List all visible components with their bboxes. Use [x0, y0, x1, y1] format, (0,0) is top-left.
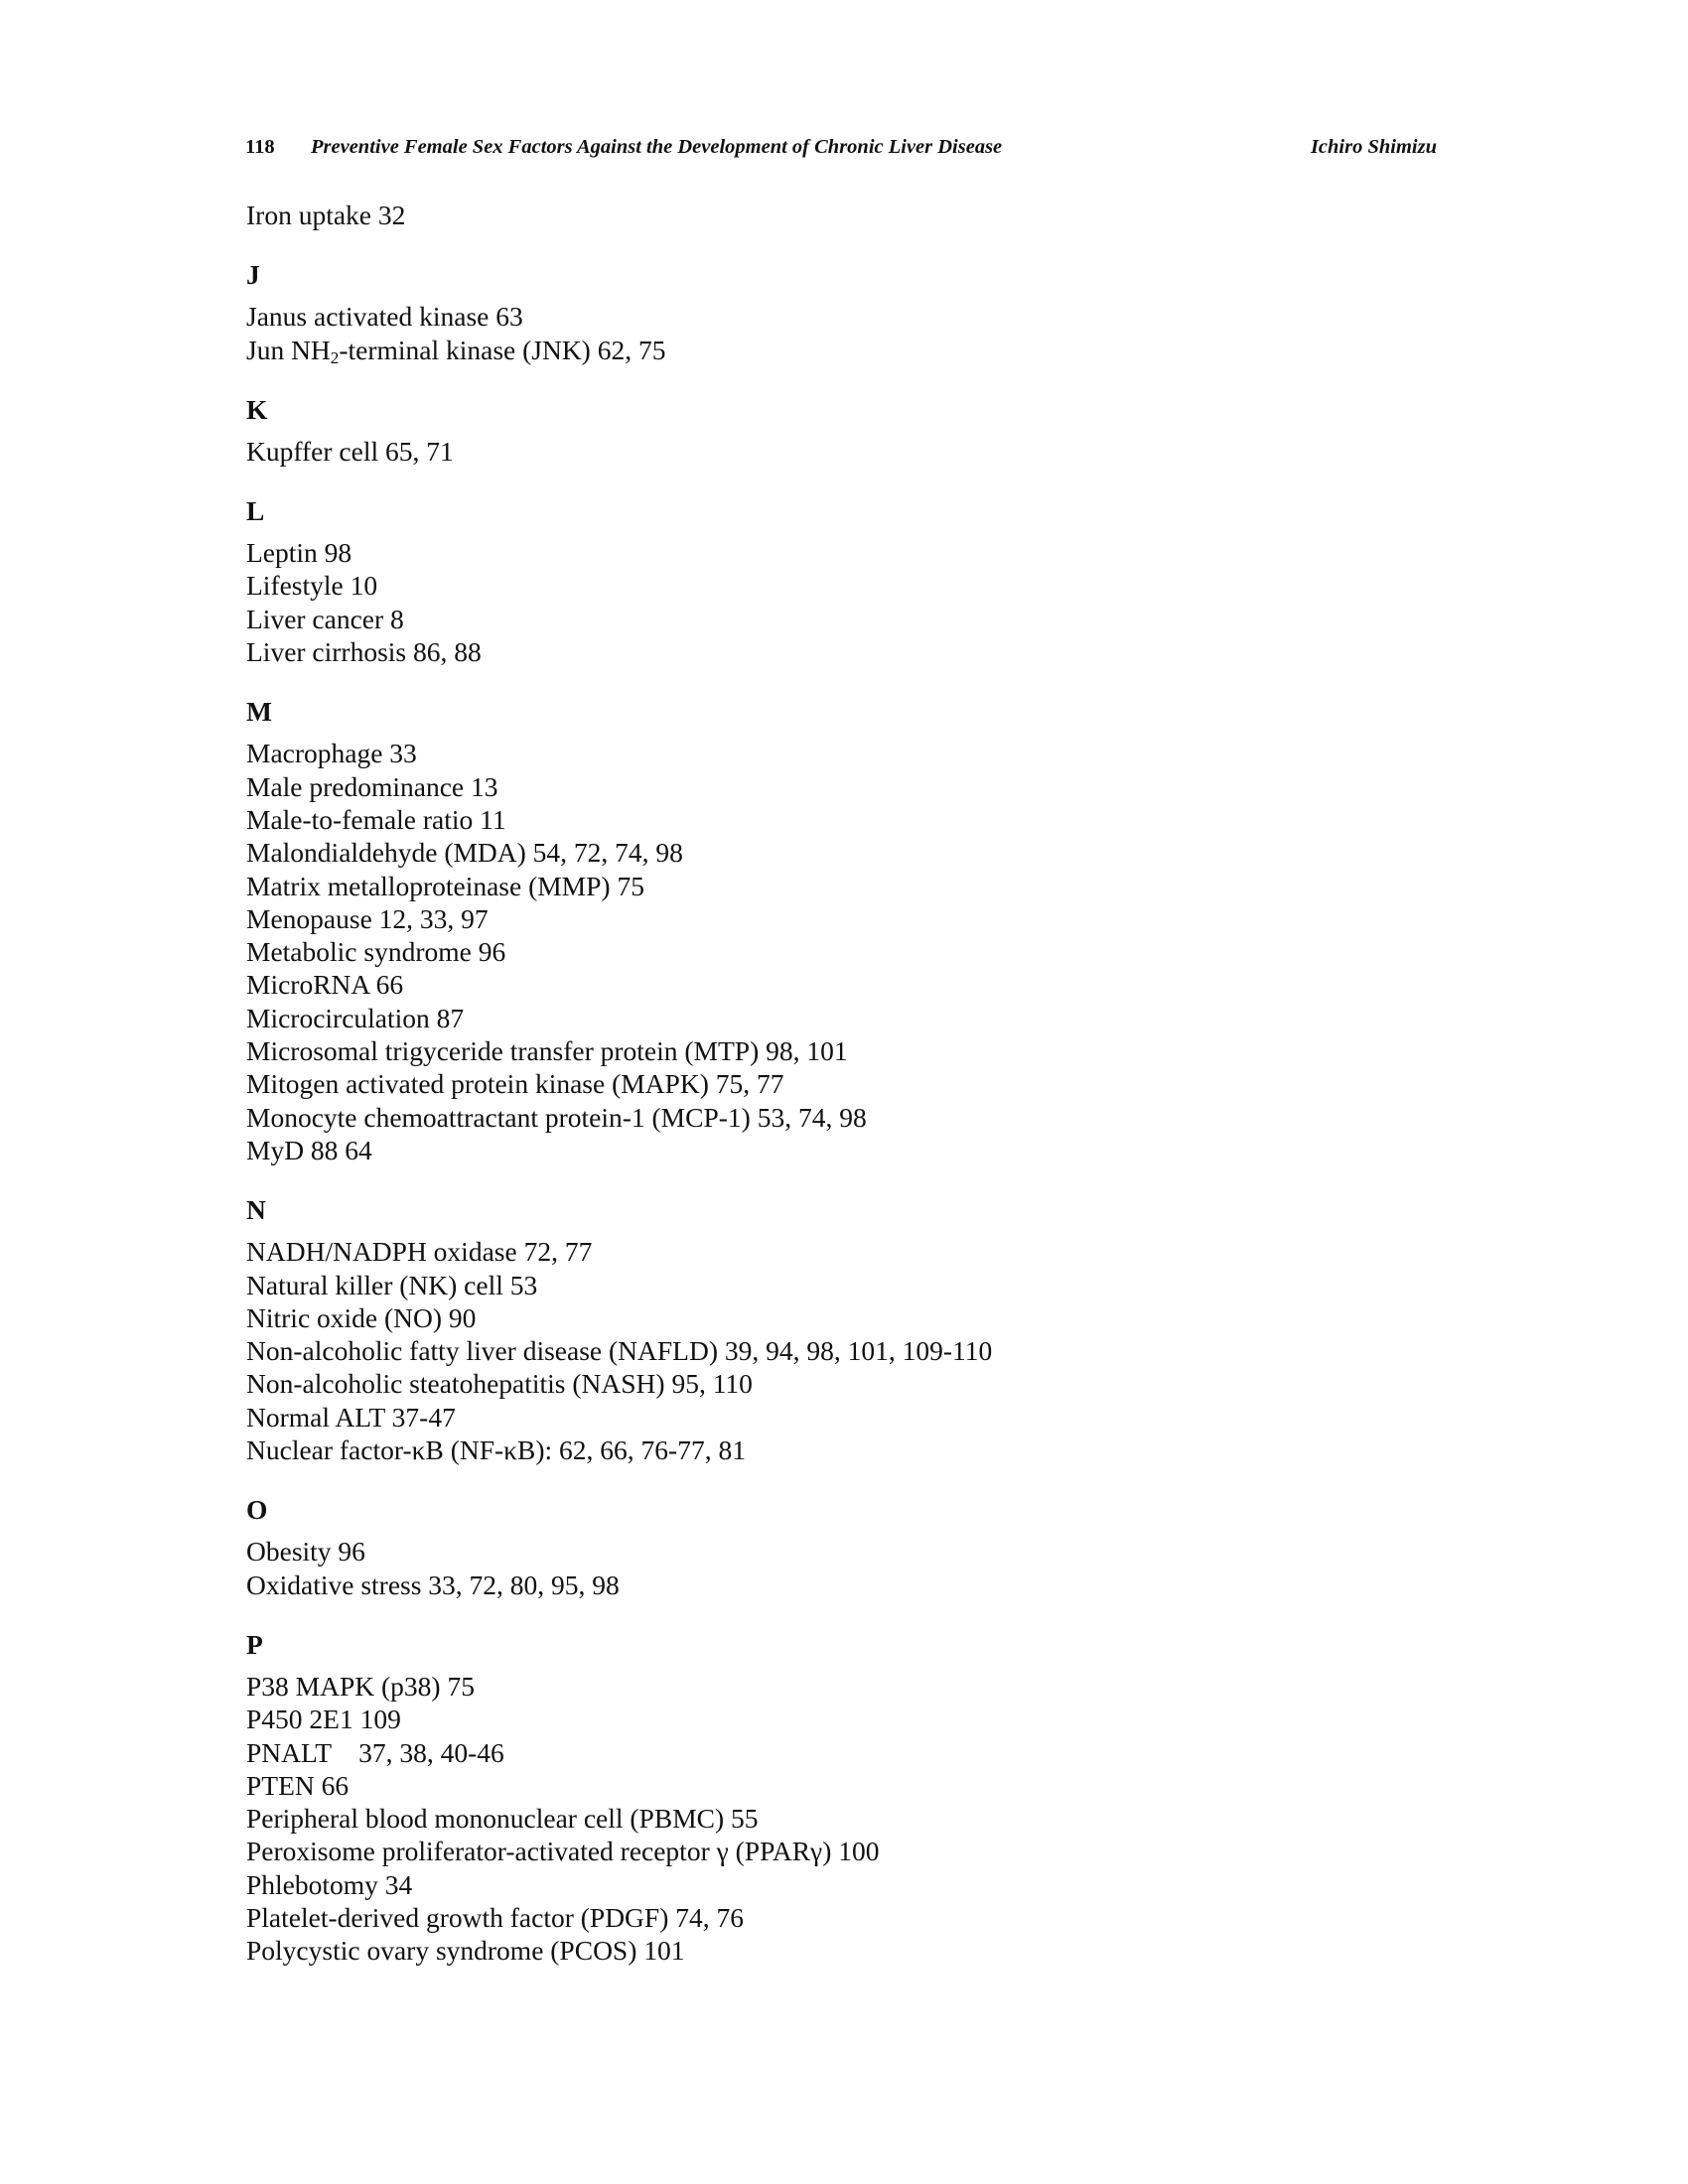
book-title: Preventive Female Sex Factors Against the Development of Chronic Liver Disease	[311, 136, 1003, 158]
index-entry: Obesity 96	[246, 1536, 365, 1568]
index-entry: Nuclear factor-κB (NF-κB): 62, 66, 76-77, 81	[246, 1434, 746, 1466]
index-entry: Jun $NH_2$-terminal kinase (JNK) 62, 75	[246, 334, 666, 367]
index-entry: Non-alcoholic fatty liver disease (NAFLD) 39, 94, 98, 101, 109-110	[246, 1335, 993, 1367]
index-entry: Malondialdehyde (MDA) 54, 72, 74, 98	[246, 837, 683, 869]
section-letter: O	[246, 1494, 268, 1526]
index-entry: Platelet-derived growth factor (PDGF) 74, 76	[246, 1901, 744, 1933]
index-group-m	[246, 695, 1438, 1166]
index-entry: Liver cancer 8	[246, 603, 404, 634]
index-entry: Kupffer cell 65, 71	[246, 435, 454, 467]
author-name: Ichiro Shimizu	[1310, 136, 1437, 158]
index-group	[246, 199, 1438, 231]
index-entry: Macrophage 33	[246, 738, 417, 769]
index-entry: Liver cirrhosis 86, 88	[246, 636, 482, 668]
index-entry: Menopause 12, 33, 97	[246, 902, 489, 934]
index-entry: MicroRNA 66	[246, 969, 404, 1001]
index-entry: Leptin 98	[246, 537, 352, 569]
index-entry: NADH/NADPH oxidase 72, 77	[246, 1236, 593, 1268]
index-entry: Phlebotomy 34	[246, 1868, 413, 1900]
index-entry: Janus activated kinase 63	[246, 301, 523, 333]
running-header	[245, 136, 1437, 166]
section-letter: K	[246, 393, 268, 425]
section-letter: L	[246, 495, 265, 527]
index-entry: PTEN 66	[246, 1769, 350, 1801]
index-entry: Matrix metalloproteinase (MMP) 75	[246, 870, 644, 901]
index-group-l	[246, 494, 1438, 668]
index-entry: Microsomal trigyceride transfer protein (MTP) 98, 101	[246, 1035, 848, 1067]
index-entry: PNALT 37, 38, 40-46	[246, 1736, 504, 1768]
section-letter: J	[246, 259, 260, 291]
index-entry: Peripheral blood mononuclear cell (PBMC) 55	[246, 1803, 759, 1835]
index-group-j	[246, 258, 1438, 366]
index-entry: MyD 88 64	[246, 1134, 372, 1165]
index-entry: P38 MAPK (p38) 75	[246, 1670, 475, 1702]
index-entry: Natural killer (NK) cell 53	[246, 1269, 538, 1300]
index-entry: Non-alcoholic steatohepatitis (NASH) 95, 110	[246, 1368, 753, 1400]
index-entry: Peroxisome proliferator-activated receptor γ (PPARγ) 100	[246, 1836, 880, 1867]
index-entry: Polycystic ovary syndrome (PCOS) 101	[246, 1935, 685, 1967]
index-entry: Mitogen activated protein kinase (MAPK) 75, 77	[246, 1068, 784, 1100]
section-letter: M	[246, 696, 272, 728]
index-entry: Oxidative stress 33, 72, 80, 95, 98	[246, 1569, 620, 1600]
index-entry: Male-to-female ratio 11	[246, 803, 506, 835]
index-group-n	[246, 1193, 1438, 1466]
index-entry: Male predominance 13	[246, 770, 498, 802]
index-group-o	[246, 1493, 1438, 1601]
index-entry: Nitric oxide (NO) 90	[246, 1301, 477, 1333]
section-letter: N	[246, 1194, 266, 1226]
index-entry: Metabolic syndrome 96	[246, 936, 506, 968]
index-entry: Lifestyle 10	[246, 570, 378, 602]
index-group-k	[246, 393, 1438, 468]
index-entry: P450 2E1 109	[246, 1704, 401, 1735]
index-group-p	[246, 1628, 1438, 1968]
index-entry: Iron uptake 32	[246, 200, 406, 230]
index-content	[246, 199, 1438, 1968]
index-entry: Monocyte chemoattractant protein-1 (MCP-1) 53, 74, 98	[246, 1101, 867, 1133]
page-number: 118	[245, 136, 275, 158]
index-entry: Microcirculation 87	[246, 1002, 465, 1033]
index-entry: Normal ALT 37-47	[246, 1401, 456, 1433]
section-letter: P	[246, 1628, 263, 1660]
